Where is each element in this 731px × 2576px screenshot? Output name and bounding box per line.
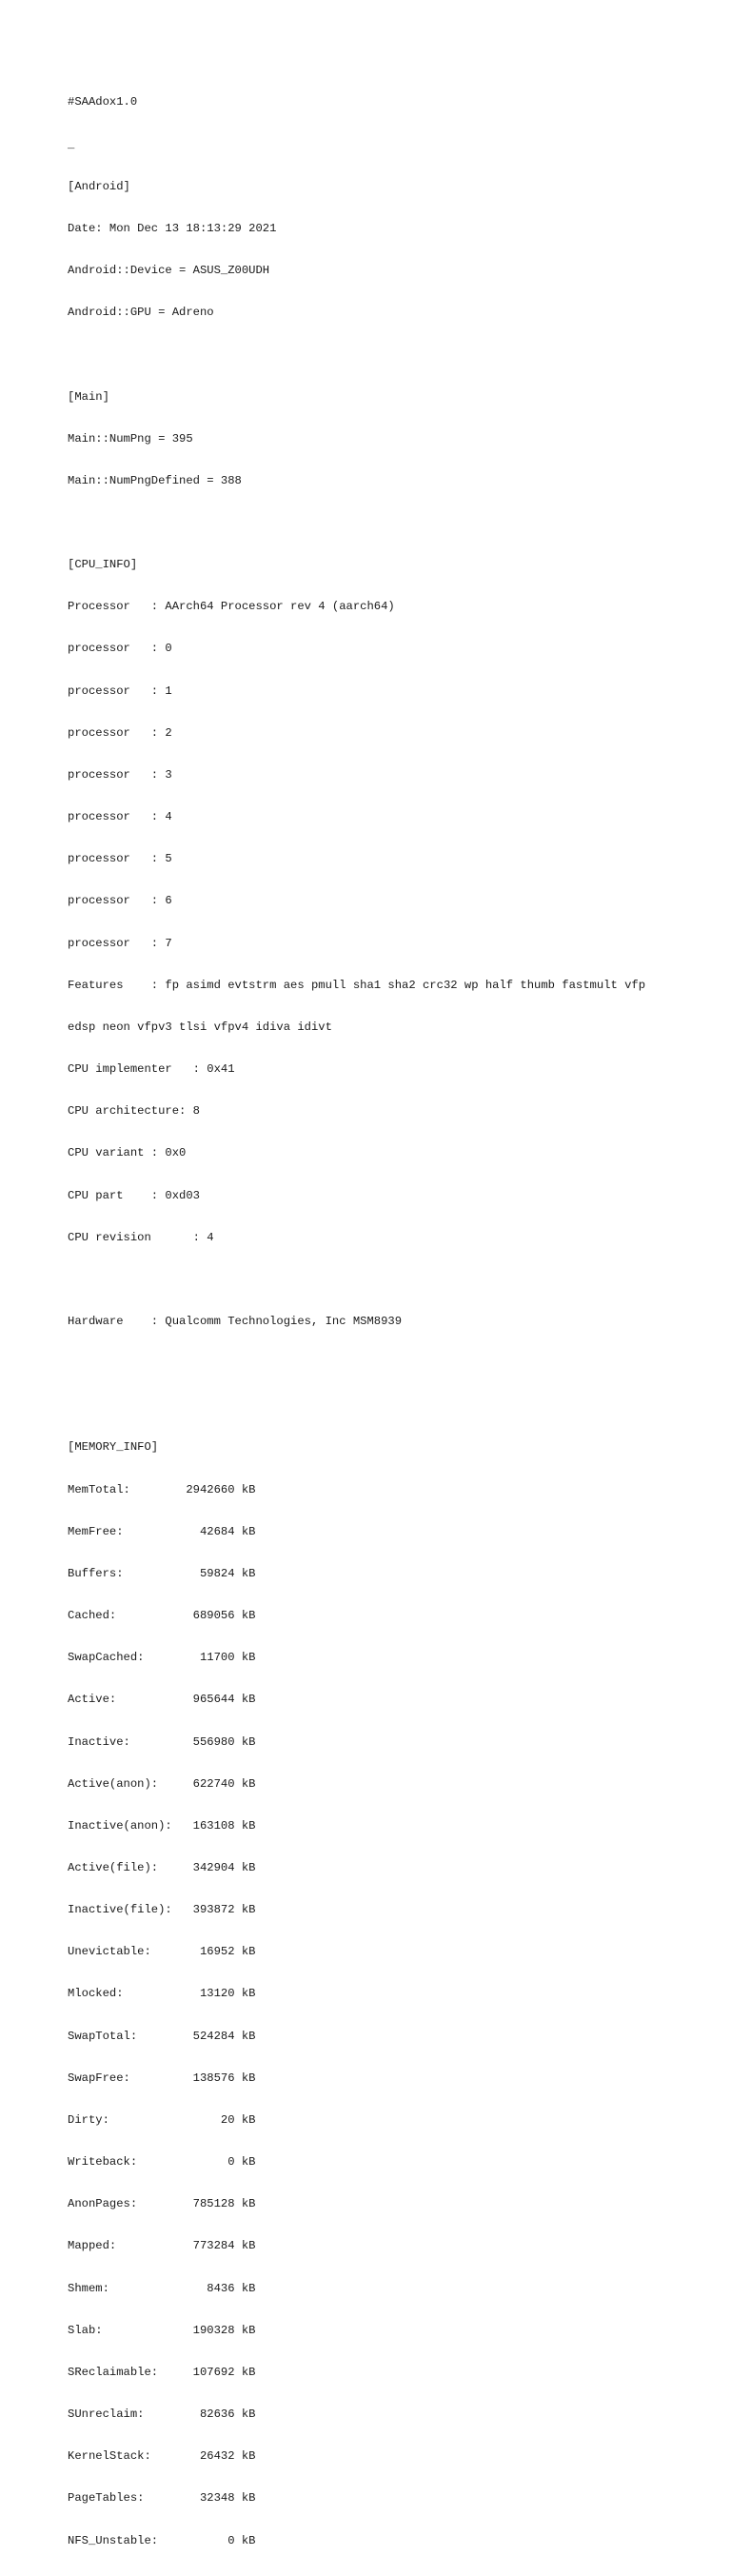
memory-stat-line: MemFree: 42684 kB <box>68 1524 256 1538</box>
memory-stat-line: NFS_Unstable: 0 kB <box>68 2533 256 2547</box>
memory-stat-line: Cached: 689056 kB <box>68 1609 256 1623</box>
cpu-core-line: processor : 6 <box>68 894 172 908</box>
cpu-features-line: Features : fp asimd evtstrm aes pmull sha1 sha2 crc32 wp half thumb fastmult vfp <box>68 978 646 992</box>
memory-stat-line: Shmem: 8436 kB <box>68 2281 256 2295</box>
blank-line <box>68 1273 645 1287</box>
cpu-core-line: processor : 4 <box>68 810 172 824</box>
memory-stat-line: MemTotal: 2942660 kB <box>68 1482 256 1496</box>
cpu-part-line: CPU part : 0xd03 <box>68 1188 200 1202</box>
memory-stat-line: Active(anon): 622740 kB <box>68 1776 256 1791</box>
cpu-processor-line: Processor : AArch64 Processor rev 4 (aarch64) <box>68 600 395 614</box>
memory-stat-line: Unevictable: 16952 kB <box>68 1945 256 1959</box>
blank-line <box>68 1357 645 1371</box>
memory-stat-line: Active: 965644 kB <box>68 1693 256 1707</box>
cpu-core-line: processor : 1 <box>68 684 172 698</box>
memory-stat-line: Active(file): 342904 kB <box>68 1861 256 1874</box>
system-info-text <box>68 68 645 2576</box>
cpu-core-line: processor : 5 <box>68 852 172 866</box>
header-version-line: #SAAdox1.0 <box>68 95 138 109</box>
memory-stat-line: KernelStack: 26432 kB <box>68 2449 256 2464</box>
cpu-core-line: processor : 2 <box>68 725 172 740</box>
date-line: Date: Mon Dec 13 18:13:29 2021 <box>68 221 277 235</box>
memory-stat-line: SwapCached: 11700 kB <box>68 1651 256 1665</box>
section-header-android: [Android] <box>68 179 130 193</box>
cpu-core-line: processor : 0 <box>68 642 172 656</box>
cpu-variant-line: CPU variant : 0x0 <box>68 1146 187 1160</box>
memory-stat-line: SReclaimable: 107692 kB <box>68 2365 256 2379</box>
memory-stat-line: Dirty: 20 kB <box>68 2112 256 2127</box>
memory-stat-line: Inactive(file): 393872 kB <box>68 1903 256 1917</box>
cpu-revision-line: CPU revision : 4 <box>68 1230 214 1244</box>
device-line: Android::Device = ASUS_Z00UDH <box>68 264 270 278</box>
memory-stat-line: PageTables: 32348 kB <box>68 2491 256 2506</box>
memory-stat-line: SwapTotal: 524284 kB <box>68 2029 256 2043</box>
cpu-core-line: processor : 7 <box>68 936 172 950</box>
section-header-cpu-info: [CPU_INFO] <box>68 558 138 572</box>
memory-stat-line: Buffers: 59824 kB <box>68 1566 256 1580</box>
blank-line <box>68 1398 645 1413</box>
blank-line <box>68 347 645 362</box>
cpu-implementer-line: CPU implementer : 0x41 <box>68 1062 235 1077</box>
num-png-defined-line: Main::NumPngDefined = 388 <box>68 473 242 487</box>
memory-stat-line: Slab: 190328 kB <box>68 2323 256 2337</box>
cpu-core-line: processor : 3 <box>68 767 172 782</box>
memory-stat-line: Mapped: 773284 kB <box>68 2239 256 2253</box>
hardware-line: Hardware : Qualcomm Technologies, Inc MSM8939 <box>68 1314 403 1328</box>
section-header-memory-info: [MEMORY_INFO] <box>68 1440 159 1455</box>
memory-stat-line: AnonPages: 785128 kB <box>68 2197 256 2211</box>
separator-underscore: _ <box>68 137 75 151</box>
cpu-features-continuation: edsp neon vfpv3 tlsi vfpv4 idiva idivt <box>68 1020 332 1034</box>
memory-stat-line: Inactive(anon): 163108 kB <box>68 1818 256 1833</box>
gpu-line: Android::GPU = Adreno <box>68 306 214 320</box>
memory-stat-line: Mlocked: 13120 kB <box>68 1987 256 2001</box>
cpu-architecture-line: CPU architecture: 8 <box>68 1104 200 1119</box>
memory-stat-line: Inactive: 556980 kB <box>68 1734 256 1749</box>
section-header-main: [Main] <box>68 389 109 404</box>
num-png-line: Main::NumPng = 395 <box>68 431 193 446</box>
blank-line <box>68 516 645 530</box>
memory-stat-line: SwapFree: 138576 kB <box>68 2071 256 2085</box>
memory-stat-line: SUnreclaim: 82636 kB <box>68 2408 256 2422</box>
memory-stat-line: Writeback: 0 kB <box>68 2155 256 2170</box>
